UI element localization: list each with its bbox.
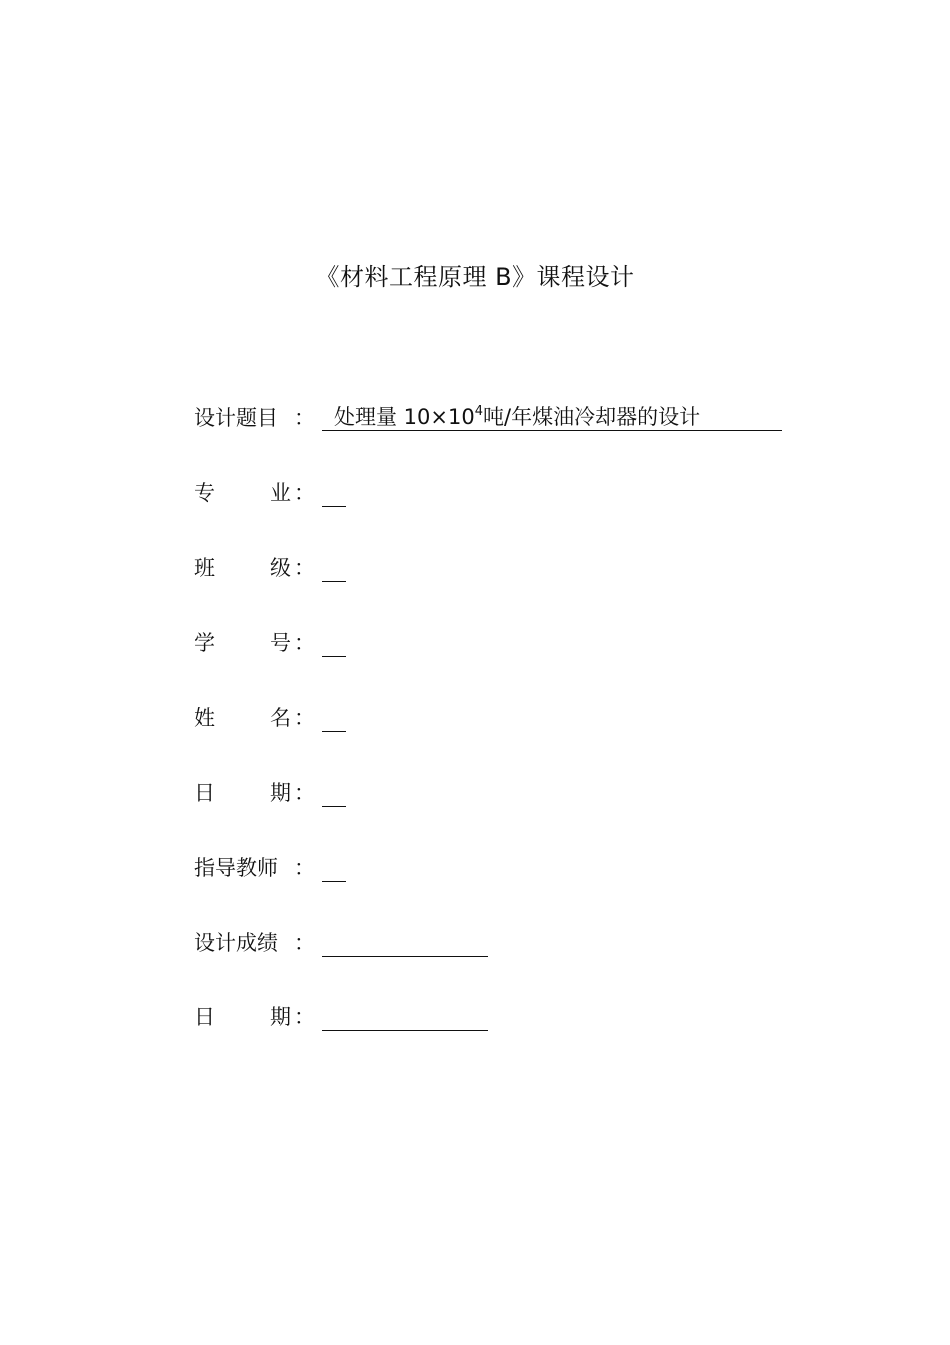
class-label-colon: ：	[294, 556, 315, 580]
name-label-colon: ：	[294, 706, 315, 730]
date-label-1-char-1: 日	[194, 781, 215, 805]
topic-field[interactable]	[322, 403, 782, 431]
topic-label-text: 设计题目	[194, 406, 278, 430]
student-id-label	[194, 628, 319, 658]
major-label-colon: ：	[294, 481, 315, 505]
grade-label	[194, 928, 319, 958]
name-label-char-2: 名	[270, 706, 291, 730]
topic-prefix: 处理量 10×10	[334, 405, 475, 429]
date-field-2[interactable]	[322, 1002, 488, 1031]
advisor-field[interactable]	[322, 853, 346, 882]
date-label-2-colon: ：	[294, 1005, 315, 1029]
topic-label	[194, 403, 319, 433]
advisor-label-colon: ：	[294, 856, 315, 880]
date-label-2-char-2: 期	[270, 1005, 291, 1029]
grade-field[interactable]	[322, 928, 488, 957]
advisor-label	[194, 853, 319, 883]
student-id-label-char-1: 学	[194, 631, 215, 655]
name-field[interactable]	[322, 703, 346, 732]
student-id-field[interactable]	[322, 628, 346, 657]
date-field-1[interactable]	[322, 778, 346, 807]
student-id-label-colon: ：	[294, 631, 315, 655]
date-label-2-char-1: 日	[194, 1005, 215, 1029]
class-field[interactable]	[322, 553, 346, 582]
class-label	[194, 553, 319, 583]
grade-label-colon: ：	[294, 931, 315, 955]
name-label	[194, 703, 319, 733]
date-label-1-char-2: 期	[270, 781, 291, 805]
date-label-2	[194, 1002, 319, 1032]
name-label-char-1: 姓	[194, 706, 215, 730]
date-label-1	[194, 778, 319, 808]
topic-exponent: 4	[474, 404, 483, 419]
major-label-char-2: 业	[270, 481, 291, 505]
class-label-char-1: 班	[194, 556, 215, 580]
topic-label-colon: ：	[294, 406, 315, 430]
grade-label-text: 设计成绩	[194, 931, 278, 955]
advisor-label-text: 指导教师	[194, 856, 278, 880]
topic-suffix: 吨/年煤油冷却器的设计	[483, 405, 701, 429]
major-label-char-1: 专	[194, 481, 215, 505]
date-label-1-colon: ：	[294, 781, 315, 805]
class-label-char-2: 级	[270, 556, 291, 580]
document-title: 《材料工程原理 B》课程设计	[315, 263, 635, 291]
major-field[interactable]	[322, 478, 346, 507]
major-label	[194, 478, 319, 508]
student-id-label-char-2: 号	[270, 631, 291, 655]
